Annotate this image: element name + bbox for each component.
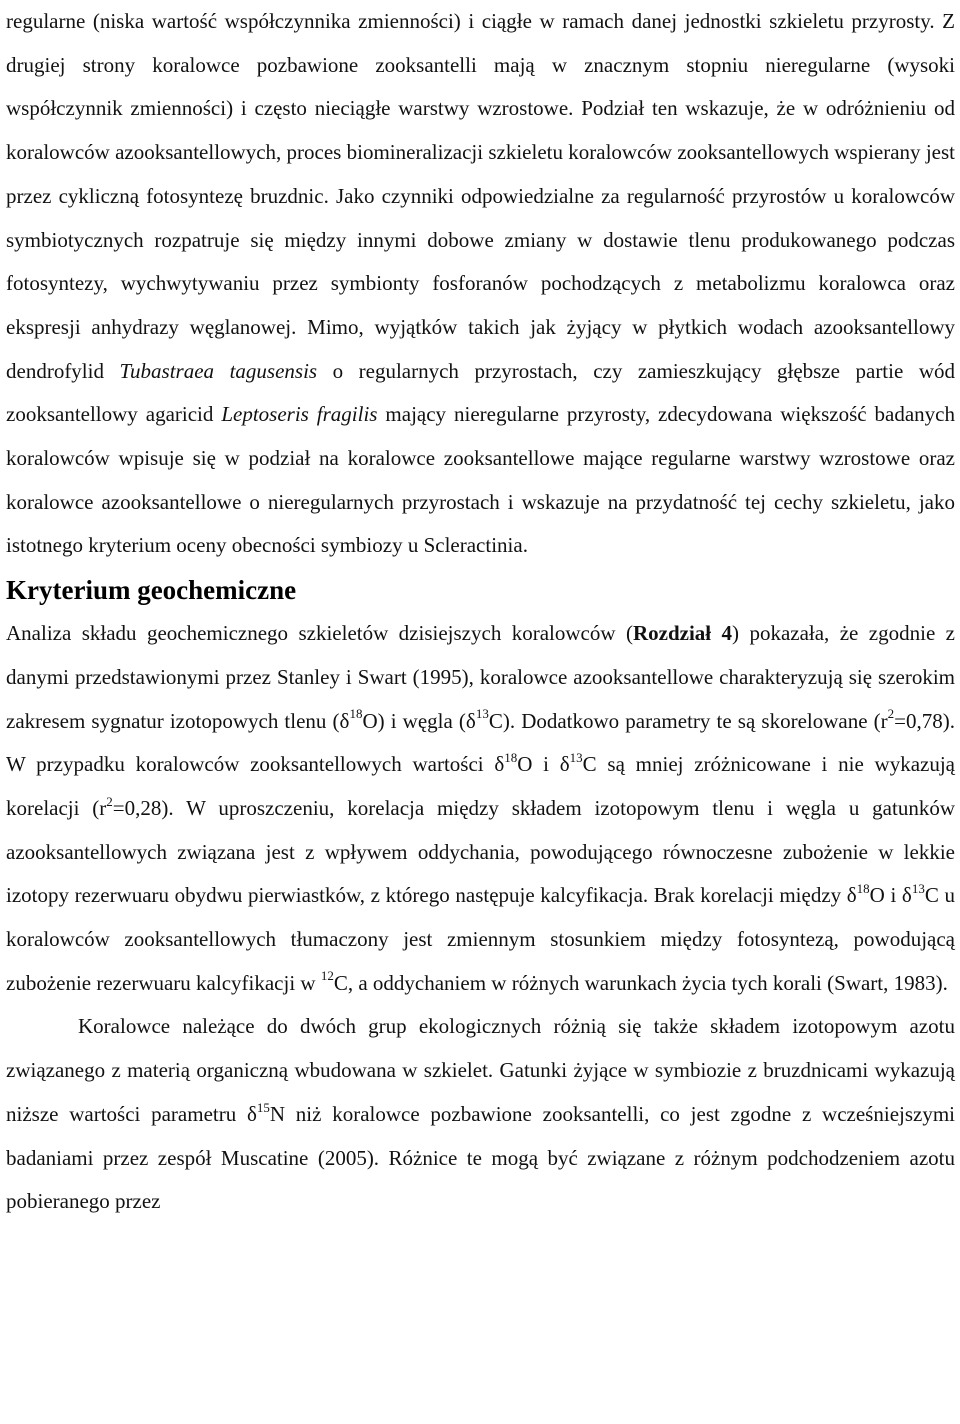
- paragraph-text: C u koralowców zooksantellowych tłumaczony jest zmiennym stosunkiem między fotosyntezą, powodującą zubożenie rezerwuaru kalcyfikacji w: [6, 883, 955, 995]
- species-name: Leptoseris fragilis: [221, 402, 378, 427]
- paragraph-text: Analiza składu geochemicznego szkieletów dzisiejszych koralowców (: [6, 621, 633, 646]
- superscript: 13: [475, 706, 489, 722]
- paragraph-geochemistry: [6, 612, 955, 1005]
- superscript: 18: [504, 749, 518, 765]
- document-page: [6, 0, 955, 1224]
- paragraph-symbiosis-growth: [6, 0, 955, 568]
- paragraph-text: N niż koralowce pozbawione zooksantelli, co jest zgodne z wcześniejszymi badaniami przez zespół Muscatine (2005). Różnice te mogą być związane z różnym podchodzeniem azotu pobieranego przez: [6, 1101, 956, 1214]
- paragraph-text: C, a oddychaniem w różnych warunkach życia tych korali (Swart, 1983).: [333, 970, 948, 995]
- paragraph-text: =0,28). W uproszczeniu, korelacja między składem izotopowym tlenu i węgla u gatunków azooksantellowych związana jest z wpływem oddychania, powodującego równoczesne zubożenie w lekkie izotopy rezerwuaru obydwu pierwiastków, z którego następuje kalcyfikacja. Brak korelacji między δ: [6, 795, 955, 908]
- paragraph-text: =0,78). W przypadku koralowców zooksantellowych wartości δ: [6, 708, 955, 777]
- superscript: 18: [349, 706, 363, 722]
- paragraph-text: O) i węgla (δ: [362, 708, 476, 733]
- paragraph-text: O i δ: [869, 883, 912, 908]
- paragraph-text: o regularnych przyrostach, czy zamieszkujący głębsze partie wód zooksantellowy agaricid: [6, 358, 955, 427]
- species-name: Tubastraea tagusensis: [119, 358, 318, 383]
- paragraph-text: C są mniej zróżnicowane i nie wykazują korelacji (r: [6, 752, 955, 820]
- chapter-reference: Rozdział 4: [632, 621, 733, 646]
- superscript: 2: [106, 793, 113, 809]
- paragraph-text: regularne (niska wartość współczynnika zmienności) i ciągłe w ramach danej jednostki szkieletu przyrosty. Z drugiej strony koralowce pozbawione zooksantelli mają w znacznym stopniu nieregularne (wysoki współczynnik zmienności) i często nieciągłe warstwy wzrostowe. Podział ten wskazuje, że w odróżnieniu od koralowców azooksantellowych, proces biomineralizacji szkieletu koralowców zooksantellowych wspierany jest przez cykliczną fotosyntezę bruzdnic. Jako czynniki odpowiedzialne za regularność przyrostów u koralowców symbiotycznych rozpatruje się między innymi dobowe zmiany w dostawie tlenu produkowanego podczas fotosyntezy, wychwytywaniu przez symbionty fosforanów pochodzących z metabolizmu koralowca oraz ekspresji anhydrazy węglanowej. Mimo, wyjątków takich jak żyjący w płytkich wodach azooksantellowy dendrofylid: [6, 9, 955, 383]
- paragraph-text: mający nieregularne przyrosty, zdecydowana większość badanych koralowców wpisuje się w podział na koralowce zooksantellowe mające regularne warstwy wzrostowe oraz koralowce azooksantellowe o nieregularnych przyrostach i wskazuje na przydatność tej cechy szkieletu, jako istotnego kryterium oceny obecności symbiozy u Scleractinia.: [6, 402, 955, 558]
- paragraph-text: Koralowce należące do dwóch grup ekologicznych różnią się także składem izotopowym azotu związanego z materią organiczną wbudowana w szkielet. Gatunki żyjące w symbiozie z bruzdnicami wykazują niższe wartości parametru δ: [6, 1014, 955, 1126]
- paragraph-text: O i δ: [517, 752, 570, 777]
- superscript: 2: [887, 706, 895, 722]
- superscript: 15: [256, 1099, 270, 1115]
- superscript: 13: [569, 749, 583, 765]
- superscript: 18: [856, 881, 870, 897]
- paragraph-nitrogen: [6, 1005, 955, 1224]
- paragraph-text: C). Dodatkowo parametry te są skorelowane (r: [488, 708, 888, 733]
- superscript: 12: [320, 968, 334, 984]
- paragraph-text: ) pokazała, że zgodnie z danymi przedstawionymi przez Stanley i Swart (1995), koralowce azooksantellowe charakteryzują się szerokim zakresem sygnatur izotopowych tlenu (δ: [6, 621, 955, 733]
- superscript: 13: [911, 881, 925, 897]
- section-heading: Kryterium geochemiczne: [6, 575, 297, 606]
